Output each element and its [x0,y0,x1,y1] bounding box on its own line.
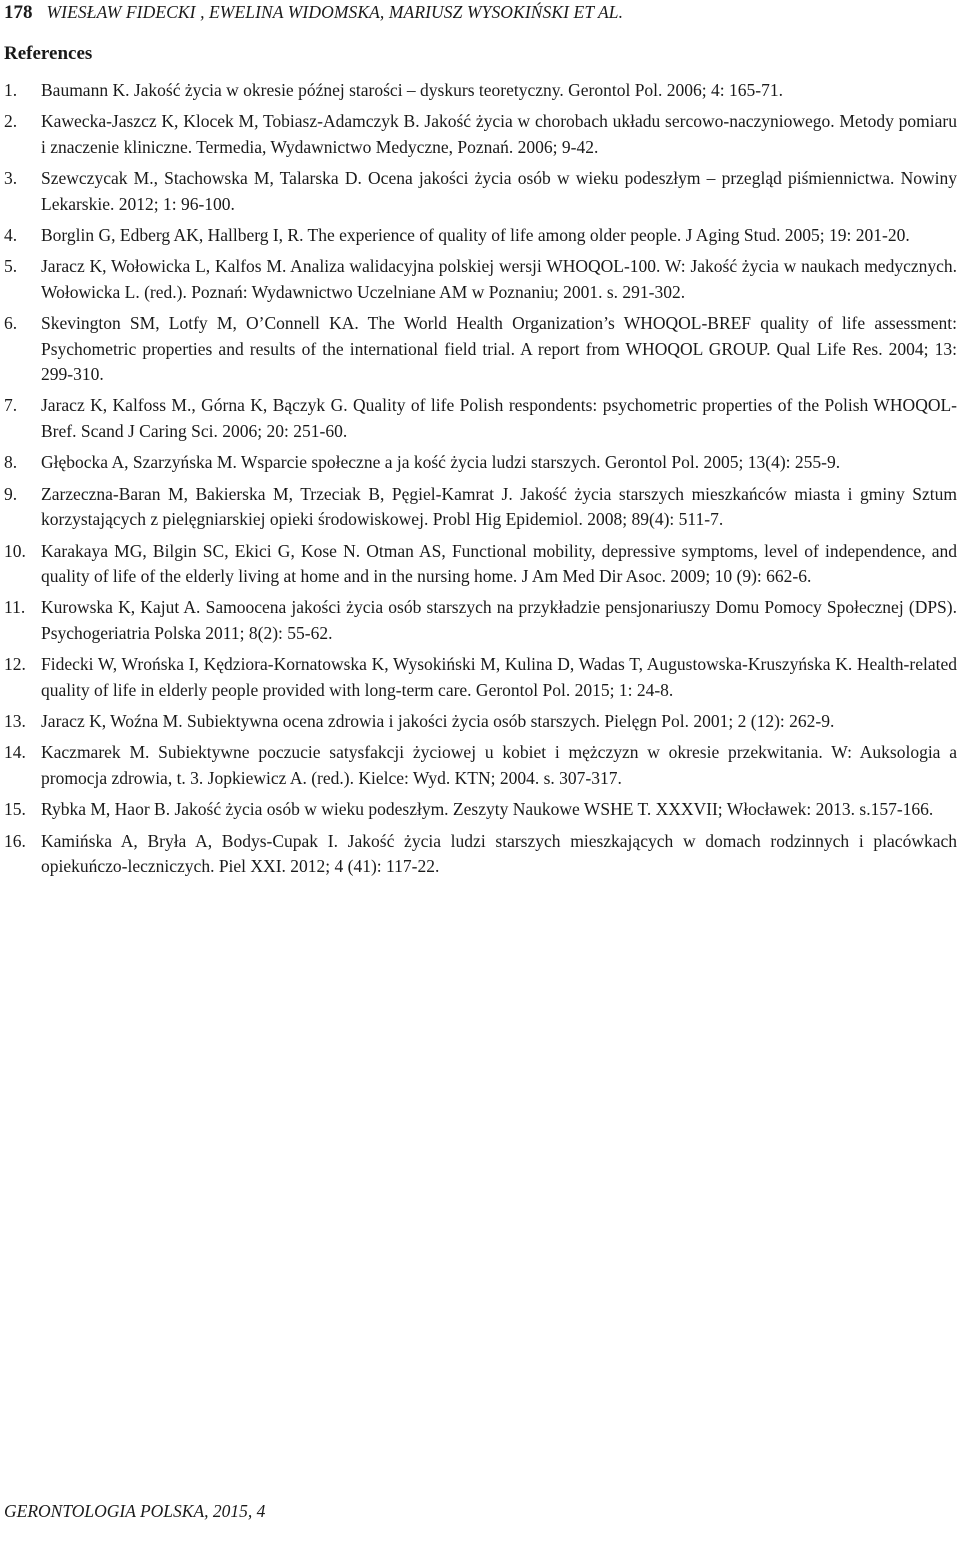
reference-text: Jaracz K, Woźna M. Subiektywna ocena zdrowia i jakości życia osób starszych. Pielęgn Pol. 2001; 2 (12): 262-9. [41,710,835,731]
reference-item [4,254,957,305]
reference-item [4,166,957,217]
reference-number: 4. [4,225,18,246]
reference-text: Baumann K. Jakość życia w okresie późnej starości – dyskurs teoretyczny. Gerontol Pol. 2006; 4: 165-71. [41,80,783,100]
reference-number: 13. [4,710,26,731]
reference-text: Borglin G, Edberg AK, Hallberg I, R. The experience of quality of life among older people. J Aging Stud. 2005; 19: 201-20. [41,225,910,246]
reference-item [4,797,957,822]
references-list [4,78,957,885]
reference-item [4,652,957,703]
reference-text: Karakaya MG, Bilgin SC, Ekici G, Kose N. Otman AS, Functional mobility, depressive symptoms, level of independence, and quality of life of the elderly living at home and in the nursing home. J Am Med Dir Asoc. 2009; 10 (9): 662-6. [41,540,957,586]
running-title: WIESŁAW FIDECKI , EWELINA WIDOMSKA, MARIUSZ WYSOKIŃSKI ET AL. [46,2,624,22]
reference-item [4,709,957,734]
reference-text: Skevington SM, Lotfy M, O’Connell KA. The World Health Organization’s WHOQOL-BREF quality of life assessment: Psychometric properties and results of the international field trial. A report from WHOQOL GROUP. Qual Life Res. 2004; 13: 299-310. [41,313,957,385]
reference-text: Kawecka-Jaszcz K, Klocek M, Tobiasz-Adamczyk B. Jakość życia w chorobach układu sercowo-naczyniowego. Metody pomiaru i znaczenie kliniczne. Termedia, Wydawnictwo Medyczne, Poznań. 2006; 9-42. [41,111,957,157]
reference-item [4,829,957,880]
reference-text: Fidecki W, Wrońska I, Kędziora-Kornatowska K, Wysokiński M, Kulina D, Wadas T, Augustowska-Kruszyńska K. Health-related quality of life in elderly people provided with long-term care. Gerontol Pol. 2015; 1: 24-8. [41,654,957,700]
reference-number: 7. [4,395,18,416]
journal-footer: GERONTOLOGIA POLSKA, 2015, 4 [4,1501,266,1521]
reference-number: 2. [4,111,18,132]
reference-item [4,223,957,248]
reference-item [4,595,957,646]
reference-text: Jaracz K, Wołowicka L, Kalfos M. Analiza walidacyjna polskiej wersji WHOQOL-100. W: Jakość życia w naukach medycznych. Wołowicka L. (red.). Poznań: Wydawnictwo Uczelniane AM w Poznaniu; 2001. s. 291-302. [41,256,957,302]
reference-number: 12. [4,654,26,675]
reference-number: 14. [4,742,26,763]
reference-item [4,393,957,444]
reference-number: 10. [4,540,26,561]
reference-item [4,539,957,590]
reference-item [4,109,957,160]
reference-number: 1. [4,80,18,100]
reference-text: Jaracz K, Kalfoss M., Górna K, Bączyk G. Quality of life Polish respondents: psychometric properties of the Polish WHOQOL-Bref. Scand J Caring Sci. 2006; 20: 251-60. [41,395,957,441]
reference-text: Kaczmarek M. Subiektywne poczucie satysfakcji życiowej u kobiet i mężczyzn w okresie przekwitania. W: Auksologia a promocja zdrowia, t. 3. Jopkiewicz A. (red.). Kielce: Wyd. KTN; 2004. s. 307-317. [41,742,957,788]
reference-item [4,78,957,103]
reference-number: 15. [4,799,26,820]
reference-text: Kurowska K, Kajut A. Samoocena jakości życia osób starszych na przykładzie pensjonariuszy Domu Pomocy Społecznej (DPS). Psychogeriatria Polska 2011; 8(2): 55-62. [41,597,957,643]
reference-text: Głębocka A, Szarzyńska M. Wsparcie społeczne a ja kość życia ludzi starszych. Gerontol Pol. 2005; 13(4): 255-9. [41,452,841,473]
reference-number: 8. [4,452,18,473]
reference-text: Szewczycak M., Stachowska M, Talarska D. Ocena jakości życia osób w wieku podeszłym – przegląd piśmiennictwa. Nowiny Lekarskie. 2012; 1: 96-100. [41,168,957,214]
reference-item [4,311,957,387]
reference-number: 6. [4,313,18,334]
reference-number: 11. [4,597,26,618]
reference-number: 5. [4,256,18,277]
reference-number: 16. [4,830,26,851]
running-header [4,0,960,24]
reference-number: 9. [4,483,18,504]
reference-item [4,482,957,533]
reference-item [4,450,957,475]
reference-text: Zarzeczna-Baran M, Bakierska M, Trzeciak B, Pęgiel-Kamrat J. Jakość życia starszych mieszkańców miasta i gminy Sztum korzystających z pielęgniarskiej opieki środowiskowej. Probl Hig Epidemiol. 2008; 89(4): 511-7. [41,483,957,530]
page-number: 178 [4,2,33,23]
reference-text: Rybka M, Haor B. Jakość życia osób w wieku podeszłym. Zeszyty Naukowe WSHE T. XXXVII; Włocławek: 2013. s.157-166. [41,799,934,820]
reference-item [4,740,957,791]
reference-text: Kamińska A, Bryła A, Bodys-Cupak I. Jakość życia ludzi starszych mieszkających w domach rodzinnych i placówkach opiekuńczo-leczniczych. Piel XXI. 2012; 4 (41): 117-22. [41,830,957,876]
reference-number: 3. [4,168,18,189]
references-heading: References [4,43,93,64]
